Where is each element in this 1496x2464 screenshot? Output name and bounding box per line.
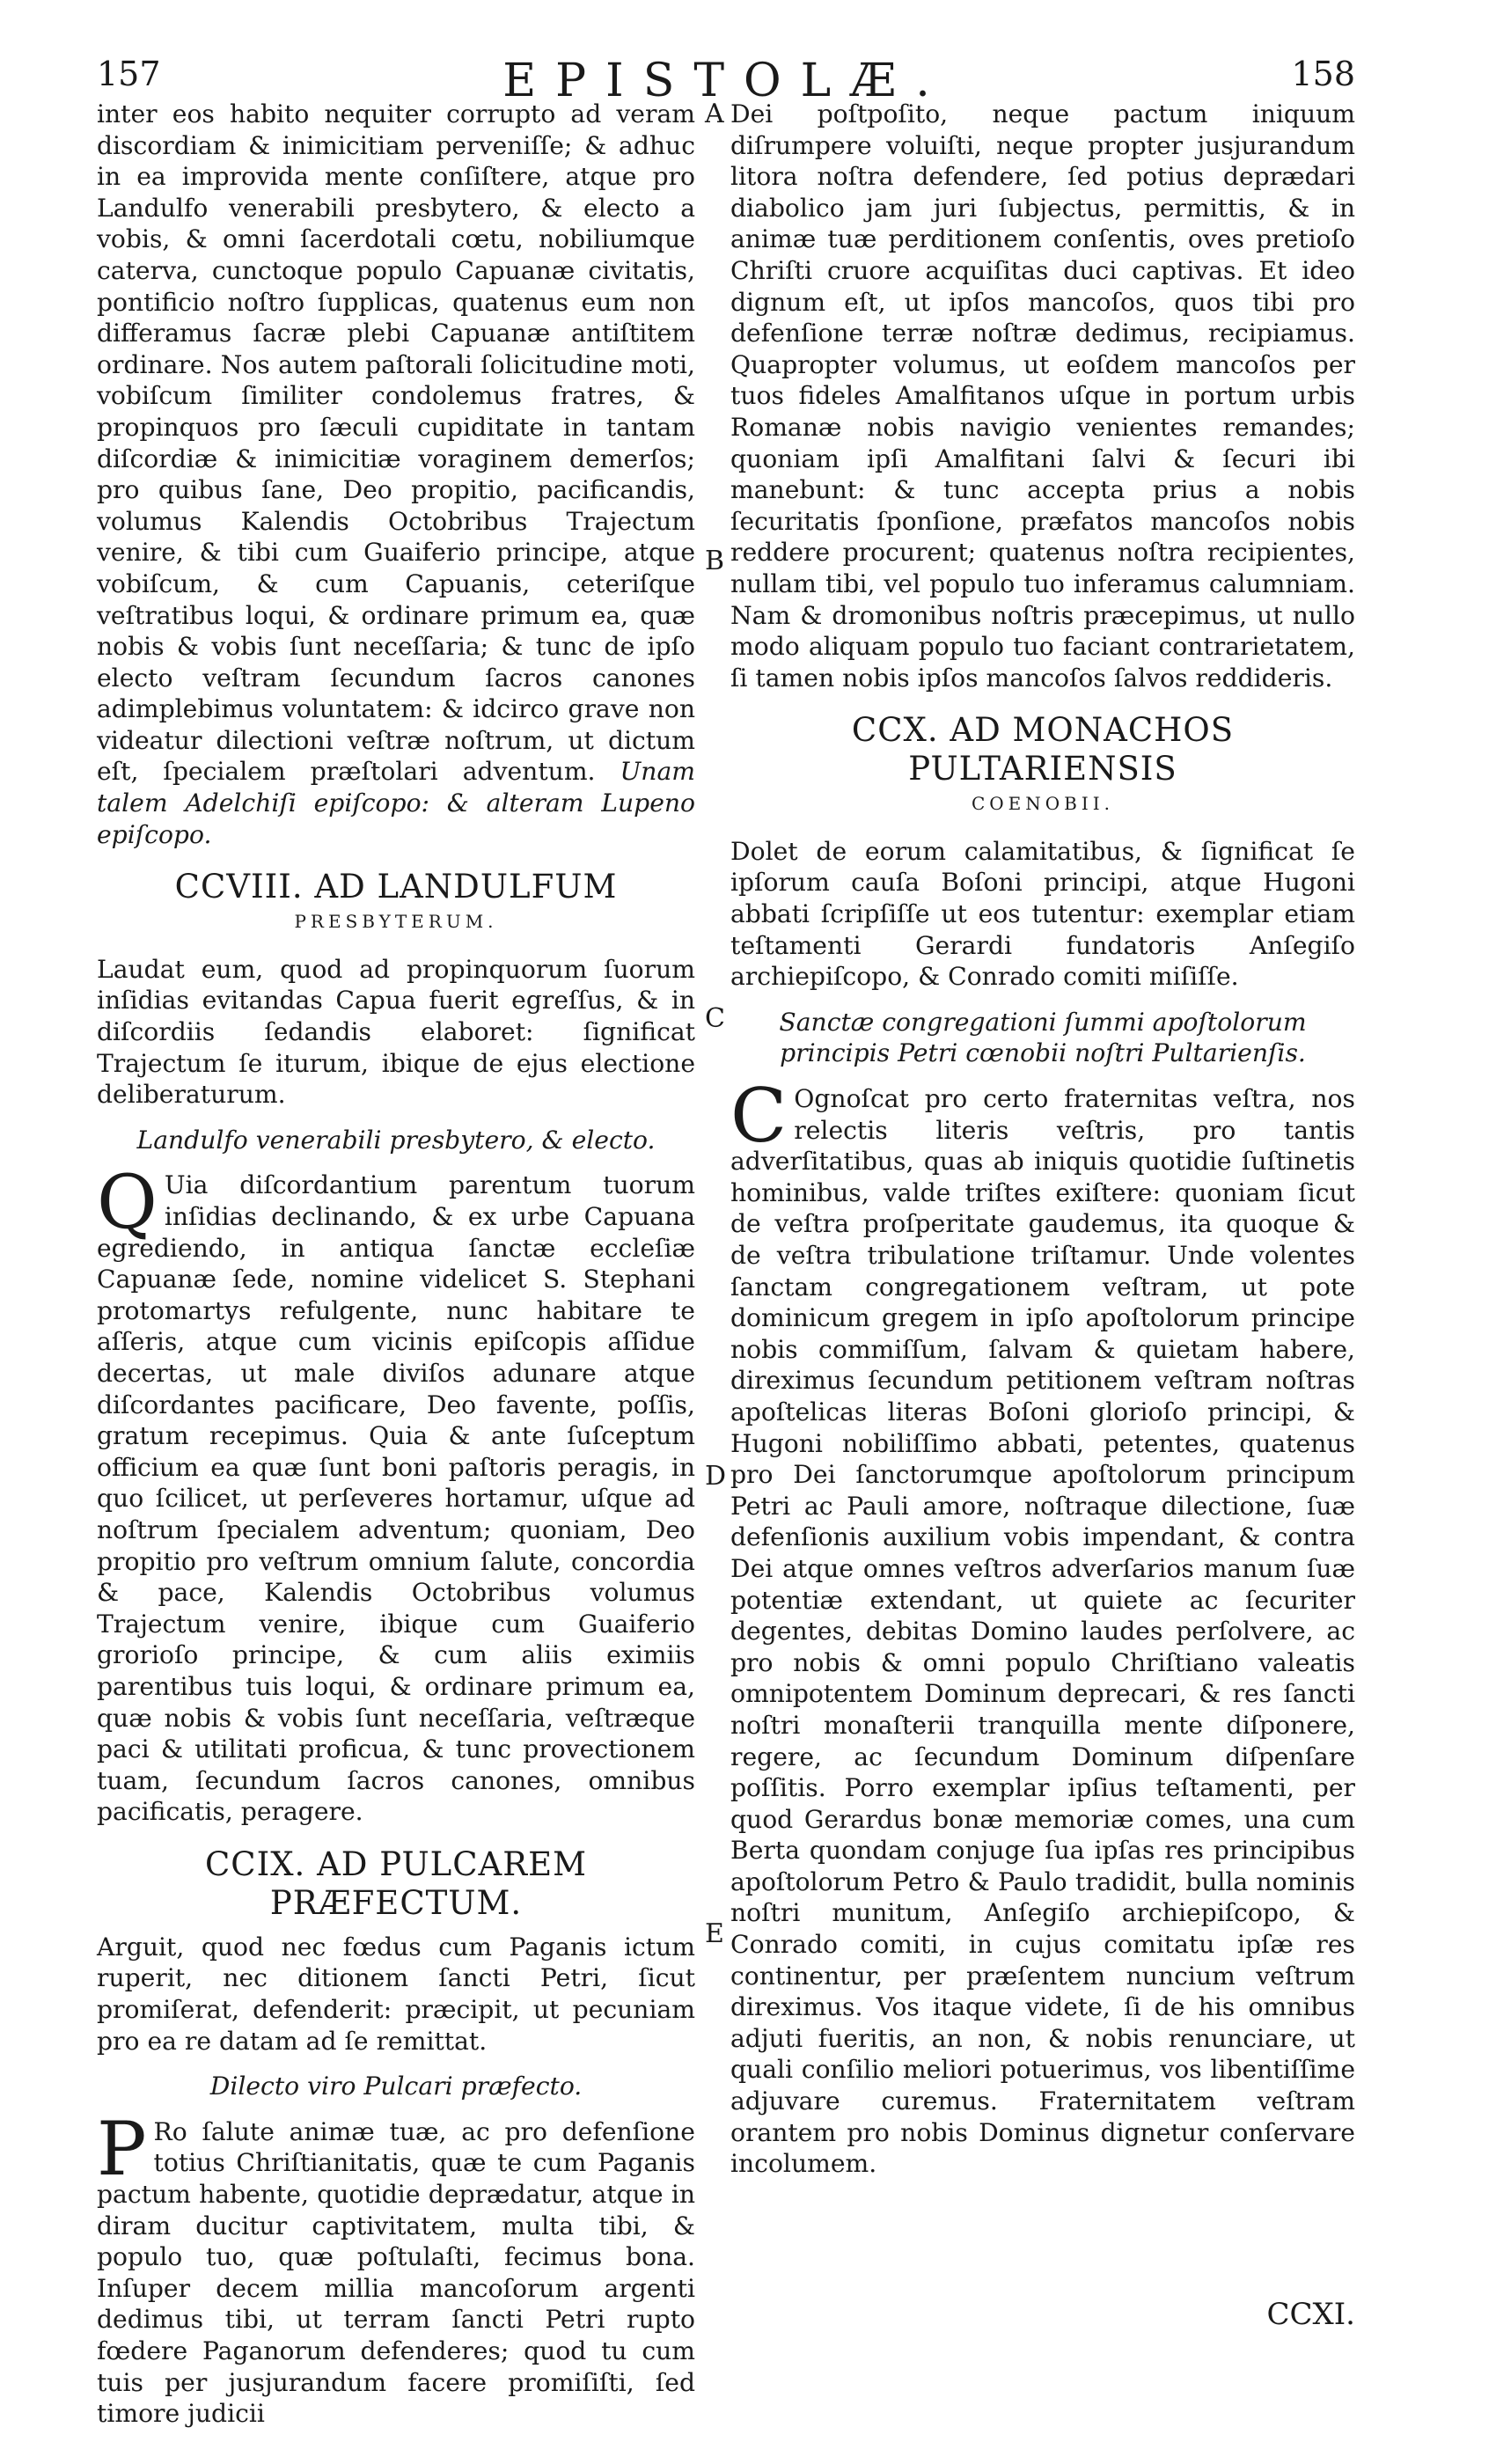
margin-letter-e: E [705,1918,724,1949]
letter-ccx-subheading: COENOBII. [971,793,1115,815]
letter-ccix-address: Dilecto viro Pulcari præfecto. [209,2072,583,2101]
dropcap-q: Q [97,1159,158,1246]
letter-ccix-body [97,2105,695,2430]
letter-ccviii-summary: Laudat eum, quod ad propinquorum ſuorum inſidias evitandas Capua fuerit egreſſus, & in diſcordiis ſedandis elaboret: ſignificat Trajectum ſe iturum, ibique de ejus electione deliberaturum. [97,954,695,1110]
running-title: EPISTOLÆ. [502,55,950,107]
margin-letter-b: B [705,546,725,576]
letter-ccviii-subheading: PRESBYTERUM. [294,911,498,933]
margin-letter-c: C [705,1003,725,1034]
catchword: CCXI. [1266,2297,1355,2332]
dropcap-p: P [97,2105,147,2192]
letter-ccix-summary: Arguit, quod nec fœdus cum Paganis ictum ruperit, nec ditionem ſancti Petri, ſicut promiſerat, defenderit: præcipit, ut pecuniam pro ea re datam ad ſe remittat. [97,1932,695,2056]
letter-ccviii-body-text: Uia diſcordantium parentum tuorum inſidias declinando, & ex urbe Capuana egrediendo, in antiqua ſanctæ eccleſiæ Capuanæ ſede, nomine videlicet S. Stephani protomartys refulgente, nunc habitare te aſſeris, atque cum vicinis epiſcopis aſſidue decertas, ut male diviſos adunare atque diſcordantes pacificare, Deo favente, poſſis, gratum recepimus. Quia & ante ſuſceptum officium ea quæ ſunt boni paſtoris peragis, in quo ſcilicet, ut perſeveres hortamur, uſque ad noſtrum ſpecialem adventum; quoniam, Deo propitio pro veſtrum omnium ſalute, concordia & pace, Kalendis Octobribus volumus Trajectum venire, ibique cum Guaiferio grorioſo principe, & cum aliis eximiis parentibus tuis loqui, & ordinare primum ea, quæ nobis & vobis ſunt neceſſaria, veſtræque paci & utilitati proficua, & tunc provectionem tuam, ſecundum ſacros canones, omnibus pacificatis, peragere. [97,1170,695,1827]
right-column [730,99,1355,2180]
margin-letter-d: D [705,1461,727,1492]
letter-ccix-heading: CCIX. AD PULCAREM PRÆFECTUM. [204,1844,588,1922]
letter-ccx-address: Sanctæ congregationi ſummi apoſtolorum principis Petri cœnobii noſtri Pultarienſis. [779,1007,1307,1068]
letter-ccx-heading: CCX. AD MONACHOS PULTARIENSIS [851,711,1235,788]
letter-ccvii-end [97,99,695,850]
page-number-left: 157 [97,55,161,93]
letter-ccvii-end-note: Unam talem Adelchiſi epiſcopo: & alteram Lupeno epiſcopo. [97,757,695,849]
letter-ccix-continuation: Dei poſtpoſito, neque pactum iniquum diſrumpere voluiſti, neque propter jusjurandum litora noſtra defendere, ſed potius deprædari diabolico jam juri ſubjectus, permittis, & in animæ tuæ perditionem conſentis, oves pretioſo Chriſti cruore acquiſitas duci captivas. Et ideo dignum eſt, ut ipſos mancoſos, quos tibi pro defenſione terræ noſtræ dedimus, recipiamus. Quapropter volumus, ut eoſdem mancoſos per tuos fideles Amalfitanos uſque in portum urbis Romanæ nobis navigio venientes remandes; quoniam ipſi Amalfitani ſalvi & ſecuri ibi manebunt: & tunc accepta prius a nobis ſecuritatis ſponſione, præfatos mancoſos nobis reddere procurent; quatenus noſtra recipientes, nullam tibi, vel populo tuo inferamus calumniam. Nam & dromonibus noſtris præcepimus, ut nullo modo aliquam populo tuo faciant contrarietatem, ſi tamen nobis ipſos mancoſos ſalvos reddideris. [730,99,1355,693]
left-column [97,99,695,2430]
margin-letter-a: A [705,99,724,129]
letter-ccx-summary: Dolet de eorum calamitatibus, & ſignificat ſe ipſorum cauſa Boſoni principi, atque Hugoni abbati ſcripſiſſe ut eos tutentur: exemplar etiam teſtamenti Gerardi fundatoris Anſegiſo archiepiſcopo, & Conrado comiti miſiſſe. [730,836,1355,992]
letter-ccix-body-text: Ro ſalute animæ tuæ, ac pro defenſione totius Chriſtianitatis, quæ te cum Paganis pactum habente, quotidie deprædatur, atque in diram ducitur captivitatem, multa tibi, & populo tuo, quæ poſtulaſti, fecimus bona. Inſuper decem millia mancoſorum argenti dedimus tibi, ut terram ſancti Petri rupto fœdere Paganorum defenderes; quod tu cum tuis per jusjurandum facere promiſiſti, ſed timore judicii [97,2116,695,2429]
letter-ccvii-end-text: inter eos habito nequiter corrupto ad veram discordiam & inimicitiam perveniſſe; & adhuc in ea improvida mente conſiſtere, atque pro Landulfo venerabili presbytero, & electo a vobis, & omni ſacerdotali cœtu, nobiliumque caterva, cunctoque populo Capuanæ civitatis, pontificio noſtro ſupplicas, quatenus eum non differamus ſacræ plebi Capuanæ antiſtitem ordinare. Nos autem paſtorali ſolicitudine moti, vobiſcum ſimiliter condolemus fratres, & propinquos pro ſæculi cupiditate in tantam diſcordiæ & inimicitiæ voraginem demerſos; pro quibus ſane, Deo propitio, pacificandis, volumus Kalendis Octobribus Trajectum venire, & tibi cum Guaiferio principe, atque vobiſcum, & cum Capuanis, ceteriſque veſtratibus loqui, & ordinare primum ea, quæ nobis & vobis ſunt neceſſaria; & tunc de ipſo electo veſtram ſecundum ſacros canones adimplebimus voluntatem: & idcirco grave non videatur dilectioni veſtræ noſtrum, ut dictum eſt, ſpecialem præſtolari adventum. [97,99,695,787]
letter-ccx-body-text: Ognoſcat pro certo fraternitas veſtra, nos relectis literis veſtris, pro tantis adverſitatibus, quas ab iniquis quotidie ſuſtinetis hominibus, valde triſtes exiſtere: quoniam ſicut de veſtra proſperitate gaudemus, ita quoque & de veſtra tribulatione triſtamur. Unde volentes ſanctam congregationem veſtram, ut pote dominicum gregem in ipſo apoſtolorum principe nobis commiſſum, ſalvam & quietam habere, direximus ſecundum petitionem veſtram noſtras apoſtelicas literas Boſoni glorioſo principi, & Hugoni nobiliſſimo abbati, petentes, quatenus pro Dei ſanctorumque apoſtolorum principum Petri ac Pauli amore, noſtraque dilectione, ſuæ defenſionis auxilium vobis impendant, & contra Dei atque omnes veſtros adverſarios manum ſuæ potentiæ extendant, ut quiete ac ſecuriter degentes, debitas Domino laudes perſolvere, ac pro nobis & omni populo Chriſtiano valeatis omnipotentem Dominum deprecari, & res ſancti noſtri monaſterii tranquilla mente diſponere, regere, ac ſecundum Dominum diſpenſare poſſitis. Porro exemplar ipſius teſtamenti, per quod Gerardus bonæ memoriæ comes, una cum Berta quondam conjuge ſua ipſas res principibus apoſtolorum Petro & Paulo tradidit, bulla nominis noſtri munitum, Anſegiſo archiepiſcopo, & Conrado comiti, in cujus comitatu ipſæ res continentur, per præſentem nuncium veſtrum direximus. Vos itaque videte, ſi de his omnibus adjuti fueritis, an non, & nobis renunciare, ut quali conſilio meliori potuerimus, vos libentiſſime adjuvare curemus. Fraternitatem veſtram orantem pro nobis Dominus dignetur conſervare incolumem. [730,1084,1355,2179]
page-number-right: 158 [1291,55,1355,93]
letter-ccviii-address: Landulfo venerabili presbytero, & electo. [136,1125,656,1155]
dropcap-c: C [730,1073,788,1160]
letter-ccviii-body [97,1159,695,1827]
letter-ccviii-heading: CCVIII. AD LANDULFUM [174,868,618,906]
letter-ccx-body [730,1073,1355,2180]
